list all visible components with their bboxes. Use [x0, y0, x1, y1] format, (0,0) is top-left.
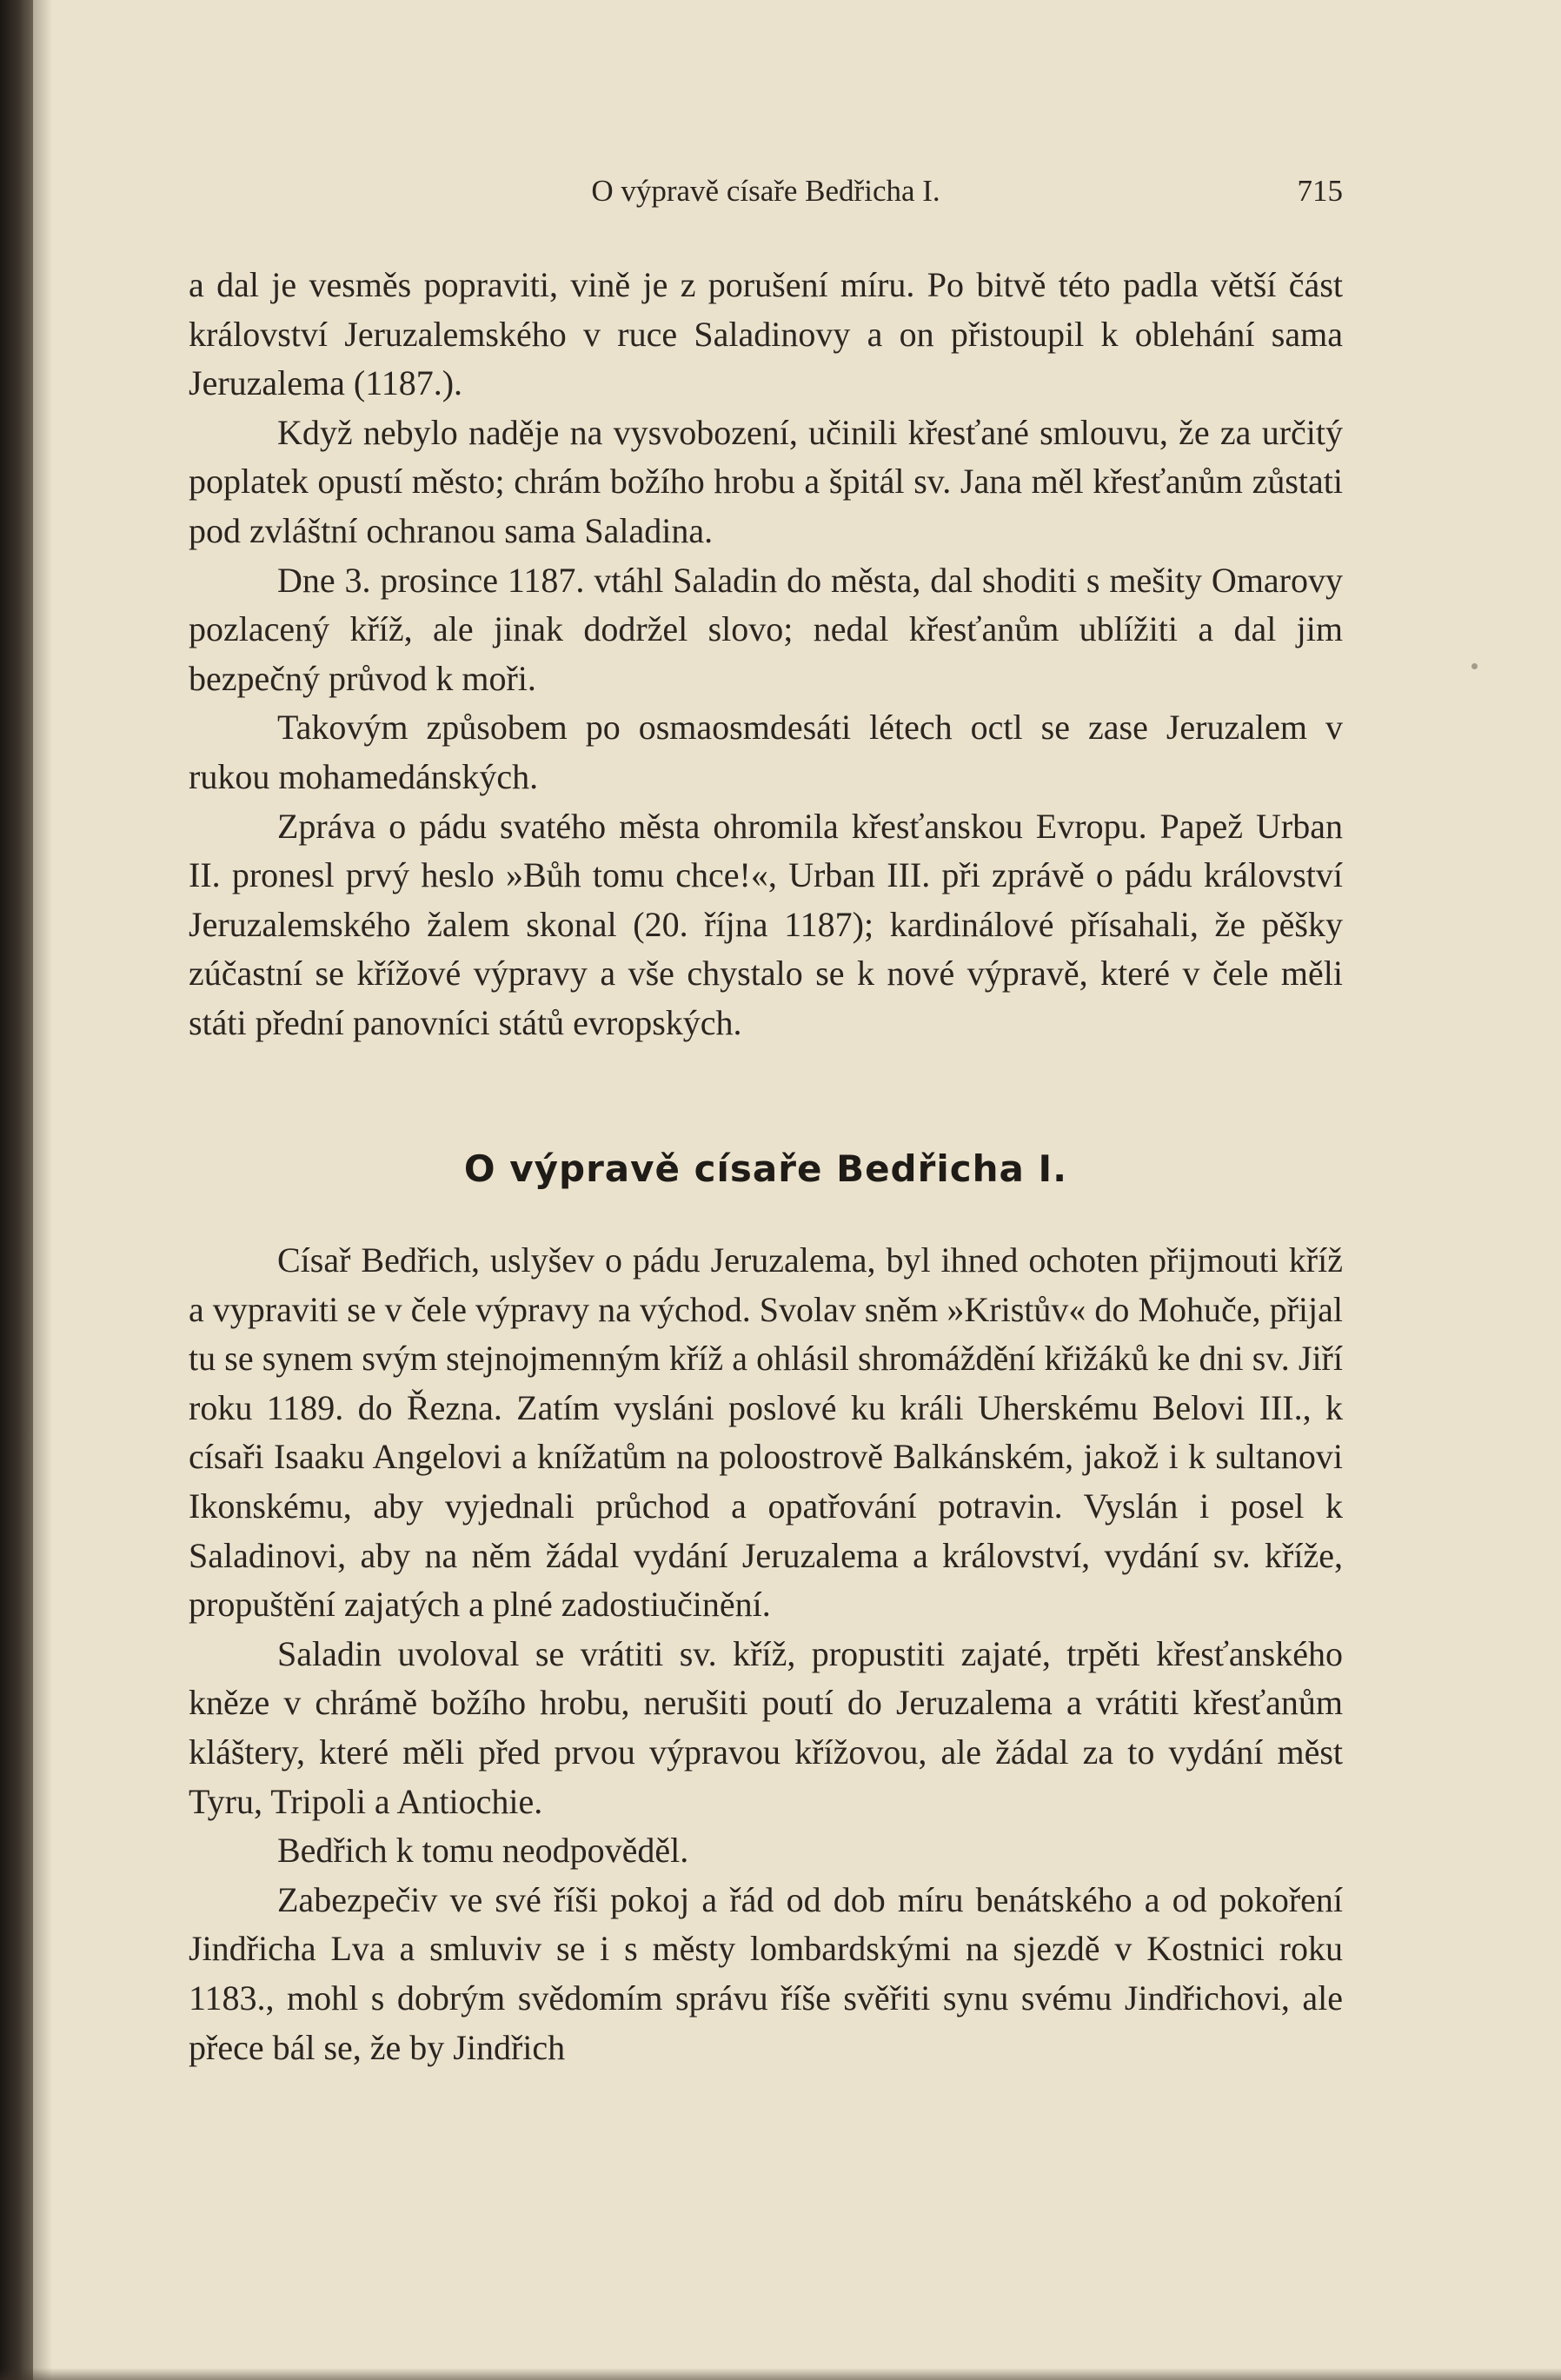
- book-spine-edge: [0, 0, 33, 2380]
- paragraph: Saladin uvoloval se vrátiti sv. kříž, propustiti zajaté, trpěti křesťanského kněze v chrámě božího hrobu, nerušiti poutí do Jeruzalema a vrátiti křesťanům kláštery, které měli před prvou výpravou křížovou, ale žádal za to vydání měst Tyru, Tripoli a Antiochie.: [189, 1633, 1343, 1821]
- paragraph: Dne 3. prosince 1187. vtáhl Saladin do města, dal shoditi s mešity Omarovy pozlacený kříž, ale jinak dodržel slovo; nedal křesťanům ublížiti a dal jim bezpečný průvod k moři.: [189, 560, 1343, 698]
- running-title: O výpravě císaře Bedřicha I.: [591, 174, 940, 208]
- paragraph: a dal je vesměs popraviti, vině je z porušení míru. Po bitvě této padla větší část království Jeruzalemského v ruce Saladinovy a on přistoupil k oblehání sama Jeruzalema (1187.).: [189, 265, 1343, 403]
- paragraph: Zabezpečiv ve své říši pokoj a řád od dob míru benátského a od pokoření Jindřicha Lva a smluviv se i s městy lombardskými na sjezdě v Kostnici roku 1183., mohl s dobrým svědomím správu říše svěřiti synu svému Jindřichovi, ale přece bál se, že by Jindřich: [189, 1879, 1343, 2067]
- paragraph: Bedřich k tomu neodpověděl.: [277, 1831, 689, 1871]
- paragraph: Zpráva o pádu svatého města ohromila křesťanskou Evropu. Papež Urban II. pronesl prvý heslo »Bůh tomu chce!«, Urban III. při zprávě o pádu království Jeruzalemského žalem skonal (20. října 1187); kardinálové přísahali, že pěšky zúčastní se křížové výpravy a vše chystalo se k nové výpravě, které v čele měli státi přední panovníci států evropských.: [189, 806, 1343, 1042]
- paragraph: Císař Bedřich, uslyšev o pádu Jeruzalema, byl ihned ochoten přijmouti kříž a vypraviti se v čele výpravy na východ. Svolav sněm »Kristův« do Mohuče, přijal tu se synem svým stejnojmenným kříž a ohlásil shromáždění křižáků ke dni sv. Jiří roku 1189. do Řezna. Zatím vysláni poslové ku králi Uherskému Belovi III., k císaři Isaaku Angelovi a knížatům na poloostrově Balkánském, jakož i k sultanovi Ikonskému, aby vyjednali průchod a opatřování potravin. Vyslán i posel k Saladinovi, aby na něm žádal vydání Jeruzalema a království, vydání sv. kříže, propuštění zajatých a plné zadostiučinění.: [189, 1240, 1343, 1625]
- page-bottom-edge: [0, 2368, 1561, 2380]
- running-header: [189, 174, 1343, 212]
- paragraph: Takovým způsobem po osmaosmdesáti létech octl se zase Jeruzalem v rukou mohamedánských.: [189, 708, 1343, 796]
- paragraph: Když nebylo naděje na vysvobození, učinili křesťané smlouvu, že za určitý poplatek opustí město; chrám božího hrobu a špitál sv. Jana měl křesťanům zůstati pod zvláštní ochranou sama Saladina.: [189, 412, 1343, 550]
- text-block-after-heading: [189, 1236, 1343, 2072]
- gutter-shadow: [33, 0, 52, 2380]
- section-heading: O výpravě císaře Bedřicha I.: [463, 1147, 1068, 1190]
- ink-speck: [1471, 663, 1478, 669]
- text-block-before-heading: [189, 261, 1343, 1048]
- page-number: 715: [1297, 174, 1343, 208]
